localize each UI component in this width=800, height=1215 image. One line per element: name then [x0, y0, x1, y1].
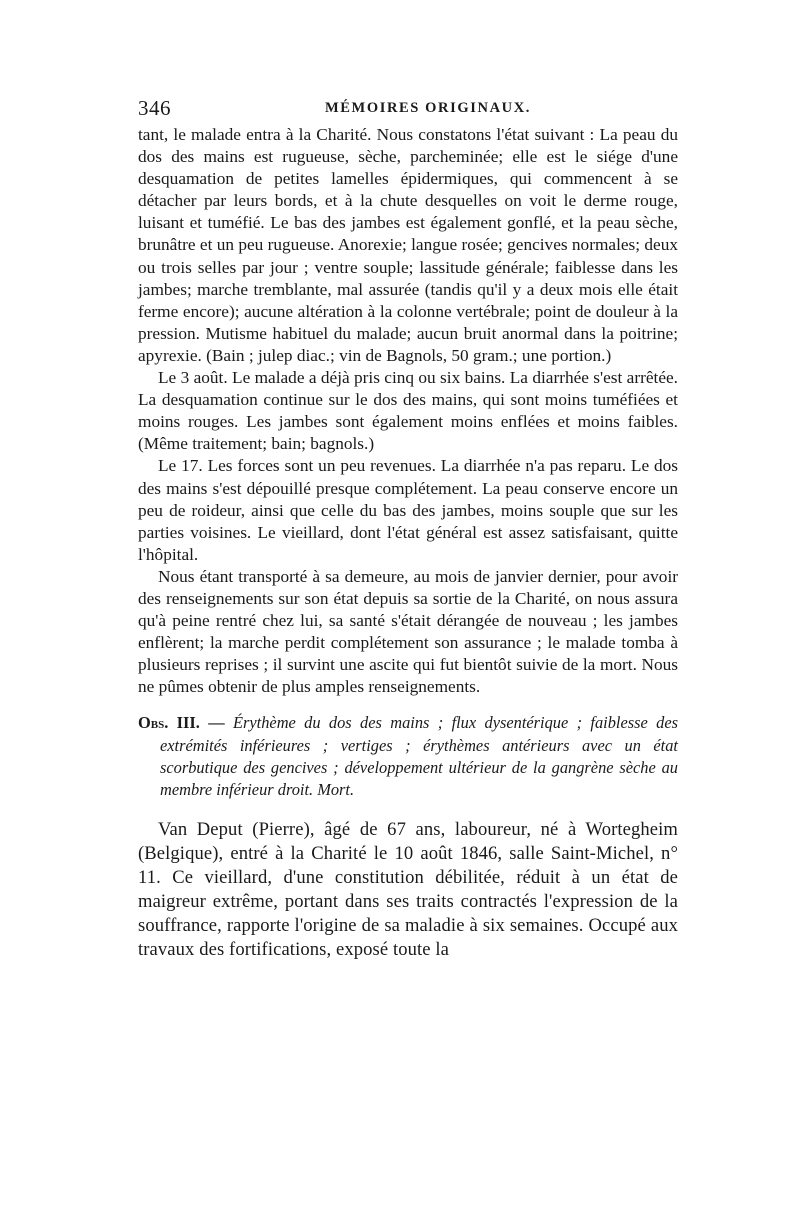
case-paragraph: Van Deput (Pierre), âgé de 67 ans, laboureur, né à Wortegheim (Belgique), entré à la Charité le 10 août 1846, salle Saint-Michel, n° 11. Ce vieillard, d'une constitution débilitée, réduit à un état de maigreur extrême, portant dans ses traits contractés l'expression de la souffrance, rapporte l'origine de sa maladie à six semaines. Occupé aux travaux des fortifications, exposé toute la	[138, 819, 678, 961]
paragraph-august-3: Le 3 août. Le malade a déjà pris cinq ou six bains. La diarrhée s'est arrêtée. La desquamation continue sur le dos des mains, qui sont moins tuméfiées et moins rouges. Les jambes sont également moins enflées et moins faibles. (Même traitement; bain; bagnols.)	[138, 368, 678, 454]
paragraph-continuation: tant, le malade entra à la Charité. Nous constatons l'état suivant : La peau du dos des mains est rugueuse, sèche, parcheminée; elle est le siége d'une desquamation de petites lamelles épidermiques, qui commencent à se détacher par leurs bords, et à la chute desquelles on voit le derme rouge, luisant et tuméfié. Le bas des jambes est également gonflé, et la peau sèche, brunâtre et un peu rugueuse. Anorexie; langue rosée; gencives normales; deux ou trois selles par jour ; ventre souple; lassitude générale; faiblesse dans les jambes; marche tremblante, mal assurée (tandis qu'il y a deux mois elle était ferme encore); aucune altération à la colonne vertébrale; point de douleur à la pression. Mutisme habituel du malade; aucun bruit anormal dans la poitrine; apyrexie. (Bain ; julep diac.; vin de Bagnols, 50 gram.; une portion.)	[138, 125, 678, 365]
body-text	[138, 124, 678, 698]
observation-summary: Érythème du dos des mains ; flux dysentérique ; faiblesse des extrémités inférieures ; vertiges ; érythèmes antérieurs avec un état scorbutique des gencives ; développement ultérieur de la gangrène sèche au membre inférieur droit. Mort.	[160, 713, 678, 800]
observation-heading	[138, 712, 678, 801]
observation-label: Obs. III. —	[138, 713, 225, 733]
book-page	[138, 96, 678, 981]
paragraph-follow-up: Nous étant transporté à sa demeure, au mois de janvier dernier, pour avoir des renseignements sur son état depuis sa sortie de la Charité, on nous assura qu'à peine rentré chez lui, sa santé s'était dérangée de nouveau ; les jambes enflèrent; la marche perdit complétement son assurance ; le malade tomba à plusieurs reprises ; il survint une ascite qui fut bientôt suivie de la mort. Nous ne pûmes obtenir de plus amples renseignements.	[138, 566, 678, 697]
running-title: MÉMOIRES ORIGINAUX.	[324, 100, 532, 116]
page-number: 346	[138, 96, 171, 120]
paragraph-august-17: Le 17. Les forces sont un peu revenues. La diarrhée n'a pas reparu. Le dos des mains s'est dépouillé presque complétement. La peau conserve encore un peu de roideur, ainsi que celle du bas des jambes, moins souple que sur les parties voisines. Le vieillard, dont l'état général est assez satisfaisant, quitte l'hôpital.	[138, 456, 678, 564]
running-head	[138, 96, 678, 124]
